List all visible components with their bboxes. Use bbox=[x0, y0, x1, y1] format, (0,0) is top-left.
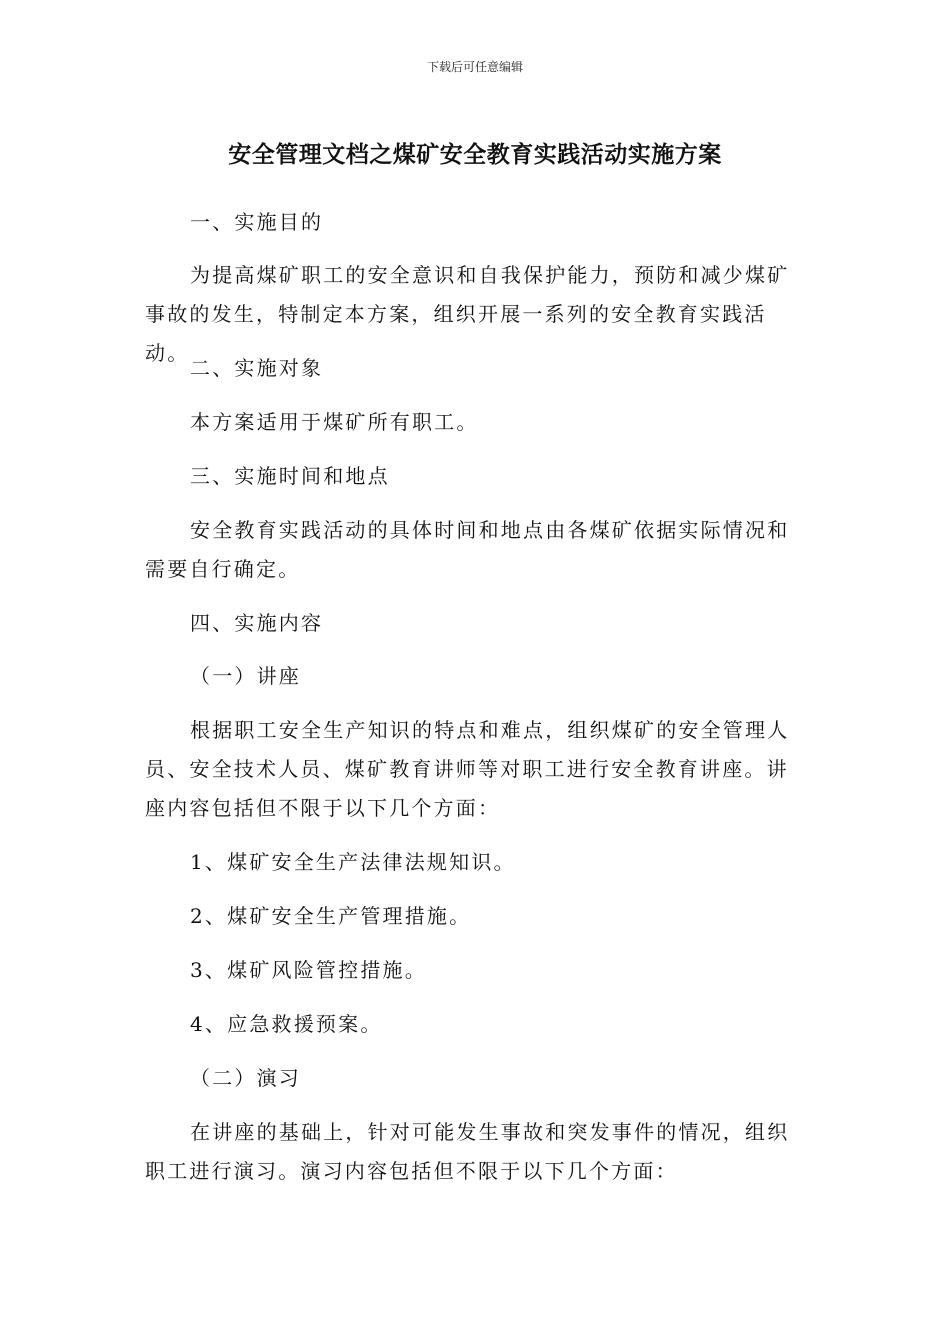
subsection-lecture-paragraph: 根据职工安全生产知识的特点和难点，组织煤矿的安全管理人员、安全技术人员、煤矿教育讲师等对职工进行安全教育讲座。讲座内容包括但不限于以下几个方面： bbox=[145, 718, 790, 820]
section-4-heading: 四、实施内容 bbox=[190, 611, 324, 635]
section-2-paragraph: 本方案适用于煤矿所有职工。 bbox=[190, 410, 479, 434]
list-item: 4、应急救援预案。 bbox=[190, 1012, 383, 1036]
subsection-drill-paragraph: 在讲座的基础上，针对可能发生事故和突发事件的情况，组织职工进行演习。演习内容包括但不限于以下几个方面： bbox=[145, 1120, 790, 1183]
document-title: 安全管理文档之煤矿安全教育实践活动实施方案 bbox=[228, 142, 722, 168]
header-note: 下载后可任意编辑 bbox=[426, 60, 523, 74]
section-3-paragraph: 安全教育实践活动的具体时间和地点由各煤矿依据实际情况和需要自行确定。 bbox=[145, 518, 790, 581]
list-item: 1、煤矿安全生产法律法规知识。 bbox=[190, 850, 516, 874]
section-3-heading: 三、实施时间和地点 bbox=[190, 464, 390, 488]
list-item: 2、煤矿安全生产管理措施。 bbox=[190, 904, 472, 928]
section-1-paragraph: 为提高煤矿职工的安全意识和自我保护能力，预防和减少煤矿事故的发生，特制定本方案，组织开展一系列的安全教育实践活动。 bbox=[145, 263, 790, 365]
section-1-heading: 一、实施目的 bbox=[190, 210, 324, 234]
subsection-drill-heading: （二）演习 bbox=[190, 1066, 301, 1090]
subsection-lecture-heading: （一）讲座 bbox=[190, 664, 301, 688]
list-item: 3、煤矿风险管控措施。 bbox=[190, 958, 427, 982]
section-2-heading: 二、实施对象 bbox=[190, 356, 324, 380]
